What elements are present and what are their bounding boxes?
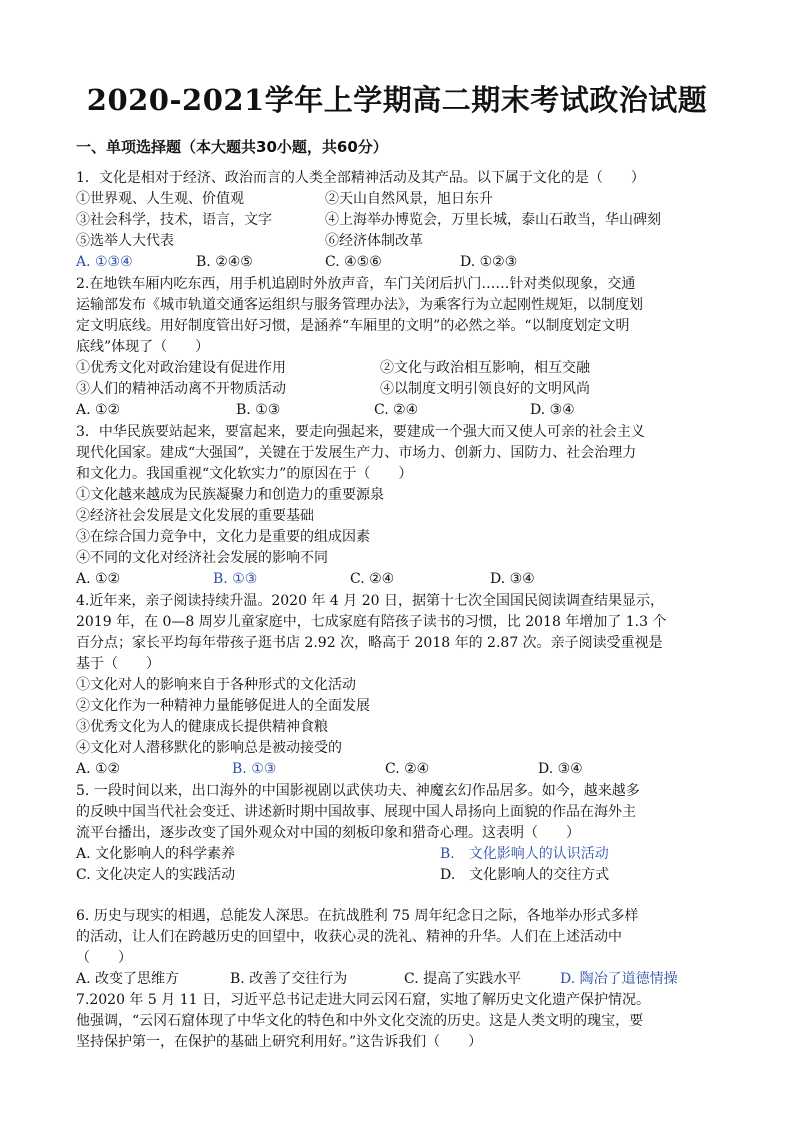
q2-item-3: ③人们的精神活动离不开物质活动 (76, 381, 286, 397)
q2-option-a: A. ①② (76, 402, 121, 418)
q1-option-a: A. ①③④ (76, 254, 133, 270)
q2-option-b: B. ①③ (236, 402, 281, 418)
q3-item-1: ①文化越来越成为民族凝聚力和创造力的重要源泉 (76, 487, 384, 503)
q5-option-b: B. 文化影响人的认识活动 (440, 846, 609, 862)
q3-stem-line: 和文化力。我国重视“文化软实力”的原因在于（ ） (76, 466, 413, 482)
q4-stem-line: 2019 年，在 0—8 周岁儿童家庭中，七成家庭有陪孩子读书的习惯，比 2018 年增加了 1.3 个 (76, 614, 667, 630)
q3-stem-line: 现代化国家。建成“大强国”，关键在于发展生产力、市场力、创新力、国防力、社会治理力 (76, 445, 637, 461)
section-heading: 一、单项选择题（本大题共30小题，共60分） (76, 138, 388, 156)
q2-item-4: ④以制度文明引领良好的文明风尚 (380, 381, 590, 397)
q2-stem-line: 2.在地铁车厢内吃东西，用手机追剧时外放声音，车门关闭后扒门……针对类似现象，交通 (76, 276, 636, 292)
q6-option-d: D. 陶冶了道德情操 (560, 971, 678, 987)
q4-item-2: ②文化作为一种精神力量能够促进人的全面发展 (76, 698, 370, 714)
q5-option-d: D. 文化影响人的交往方式 (440, 867, 610, 883)
q3-stem-line: 3．中华民族要站起来，要富起来，要走向强起来，要建成一个强大而又使人可亲的社会主义 (76, 424, 645, 440)
q6-option-b: B. 改善了交往行为 (230, 971, 348, 987)
q2-item-1: ①优秀文化对政治建设有促进作用 (76, 360, 286, 376)
q3-option-a: A. ①② (76, 571, 121, 587)
q5-stem-line: 流平台播出，逐步改变了国外观众对中国的刻板印象和猎奇心理。这表明（ ） (76, 825, 580, 841)
q2-option-d: D. ③④ (530, 402, 575, 418)
q3-item-4: ④不同的文化对经济社会发展的影响不同 (76, 550, 328, 566)
q3-option-d: D. ③④ (490, 571, 535, 587)
q3-item-3: ③在综合国力竞争中，文化力是重要的组成因素 (76, 529, 370, 545)
q4-stem-line: 基于（ ） (76, 656, 160, 672)
q1-item-1: ①世界观、人生观、价值观 (76, 191, 244, 207)
q6-stem-line: （ ） (76, 950, 132, 966)
q5-stem-line: 5. 一段时间以来，出口海外的中国影视剧以武侠功夫、神魔玄幻作品居多。如今，越来越多 (76, 783, 640, 799)
q2-stem-line: 运输部发布《城市轨道交通客运组织与服务管理办法》，为乘客行为立起刚性规矩，以制度划 (76, 297, 643, 313)
q4-option-c: C. ②④ (385, 761, 430, 777)
q5-option-a: A. 文化影响人的科学素养 (76, 846, 236, 862)
q4-option-a: A. ①② (76, 761, 121, 777)
q2-stem-line: 底线”体现了（ ） (76, 339, 210, 355)
q7-stem-line: 7.2020 年 5 月 11 日，习近平总书记走进大同云冈石窟，实地了解历史文化遗产保护情况。 (76, 992, 650, 1008)
q1-item-6: ⑥经济体制改革 (325, 233, 423, 249)
q2-item-2: ②文化与政治相互影响，相互交融 (380, 360, 590, 376)
q1-item-5: ⑤选举人大代表 (76, 233, 174, 249)
q1-stem: 1．文化是相对于经济、政治而言的人类全部精神活动及其产品。以下属于文化的是（ ） (76, 170, 645, 186)
q2-stem-line: 定文明底线。用好制度管出好习惯，是涵养“车厢里的文明”的必然之举。“以制度划定文明 (76, 318, 630, 334)
q1-option-b: B. ②④⑤ (196, 254, 253, 270)
q4-item-3: ③优秀文化为人的健康成长提供精神食粮 (76, 719, 328, 735)
q4-option-d: D. ③④ (538, 761, 583, 777)
q5-stem-line: 的反映中国当代社会变迁、讲述新时期中国故事、展现中国人昂扬向上面貌的作品在海外主 (76, 804, 636, 820)
q4-stem-line: 百分点；家长平均每年带孩子逛书店 2.92 次，略高于 2018 年的 2.87 次。亲子阅读受重视是 (76, 635, 663, 651)
q1-item-2: ②天山自然风景，旭日东升 (325, 191, 493, 207)
q1-option-c: C. ④⑤⑥ (325, 254, 382, 270)
q1-option-d: D. ①②③ (460, 254, 518, 270)
q4-item-1: ①文化对人的影响来自于各种形式的文化活动 (76, 677, 356, 693)
page-title: 2020-2021学年上学期高二期末考试政治试题 (86, 83, 708, 117)
q4-stem-line: 4.近年来，亲子阅读持续升温。2020 年 4 月 20 日，据第十七次全国国民阅读调查结果显示， (76, 593, 664, 609)
q1-item-3: ③社会科学，技术，语言，文字 (76, 212, 272, 228)
q7-stem-line: 坚持保护第一，在保护的基础上研究利用好。”这告诉我们（ ） (76, 1034, 483, 1050)
q3-option-c: C. ②④ (350, 571, 395, 587)
q3-option-b: B. ①③ (213, 571, 258, 587)
q6-stem-line: 的活动，让人们在跨越历史的回望中，收获心灵的洗礼、精神的升华。人们在上述活动中 (76, 929, 622, 945)
q6-option-a: A. 改变了思维方 (76, 971, 180, 987)
q5-option-c: C. 文化决定人的实践活动 (76, 867, 236, 883)
q4-option-b: B. ①③ (232, 761, 277, 777)
q1-item-4: ④上海举办博览会，万里长城，泰山石敢当，华山碑刻 (325, 212, 661, 228)
q2-option-c: C. ②④ (374, 402, 419, 418)
q6-stem-line: 6. 历史与现实的相遇，总能发人深思。在抗战胜利 75 周年纪念日之际，各地举办形式多样 (76, 908, 639, 924)
q7-stem-line: 他强调，“云冈石窟体现了中华文化的特色和中外文化交流的历史。这是人类文明的瑰宝，要 (76, 1013, 644, 1029)
q3-item-2: ②经济社会发展是文化发展的重要基础 (76, 508, 314, 524)
q6-option-c: C. 提高了实践水平 (404, 971, 522, 987)
q4-item-4: ④文化对人潜移默化的影响总是被动接受的 (76, 740, 342, 756)
